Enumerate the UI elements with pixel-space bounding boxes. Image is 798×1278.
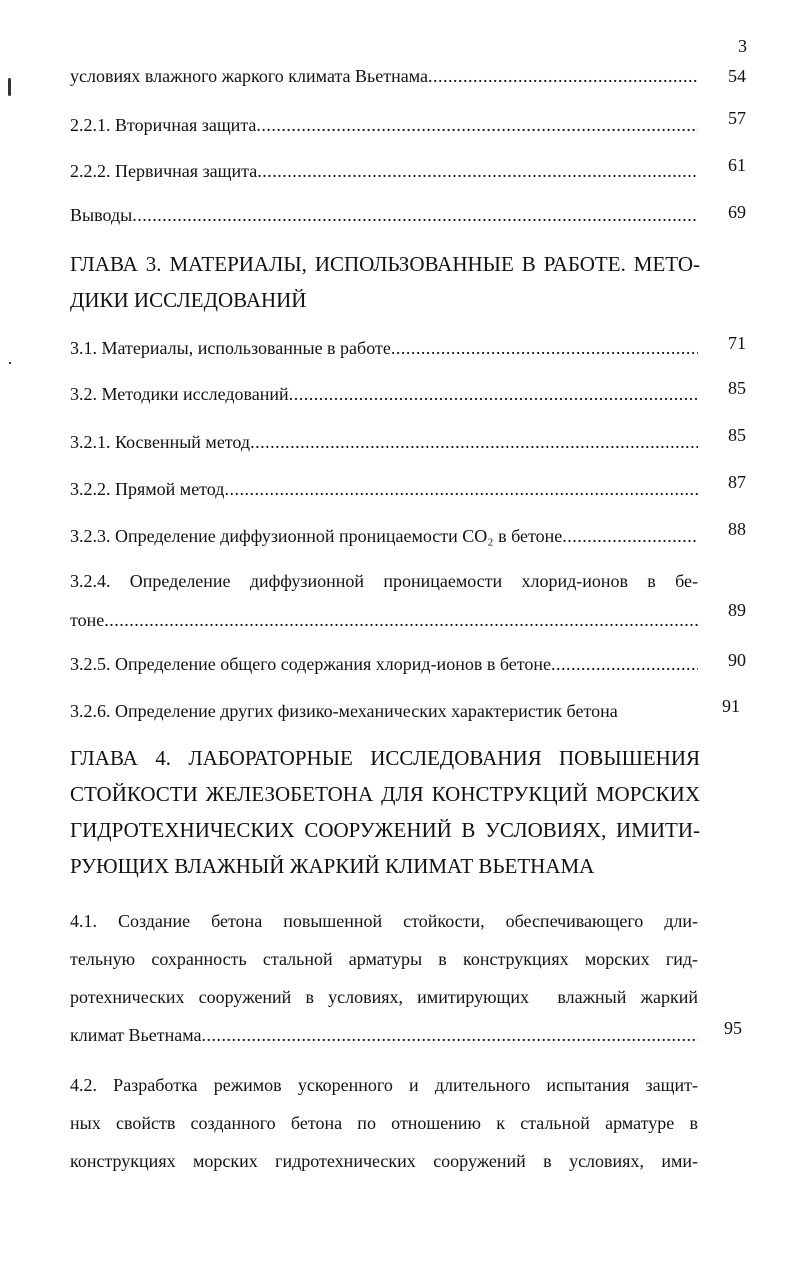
chapter-heading-line: ГИДРОТЕХНИЧЕСКИХ СООРУЖЕНИЙ В УСЛОВИЯХ, ИМИТИ- — [70, 818, 700, 842]
toc-entry[interactable]: 3.2.2. Прямой метод ..... — [70, 479, 698, 500]
leader-dots — [428, 66, 698, 87]
leader-dots — [289, 384, 698, 405]
toc-entry[interactable]: 3.2.5. Определение общего содержания хлорид-ионов в бетоне ..... — [70, 654, 698, 675]
toc-page-number: 89 — [728, 600, 746, 620]
toc-page-number: 87 — [728, 472, 746, 492]
chapter-heading-line: РУЮЩИХ ВЛАЖНЫЙ ЖАРКИЙ КЛИМАТ ВЬЕТНАМА — [70, 854, 595, 878]
toc-page-number: 69 — [728, 202, 746, 222]
toc-page-number: 57 — [728, 108, 746, 128]
toc-entry[interactable]: Выводы ..... — [70, 205, 698, 226]
toc-page-number: 61 — [728, 155, 746, 175]
toc-entry-4-2[interactable] — [70, 1066, 698, 1180]
scan-mark — [8, 78, 11, 96]
chapter-heading-line: ГЛАВА 4. ЛАБОРАТОРНЫЕ ИССЛЕДОВАНИЯ ПОВЫШЕНИЯ — [70, 746, 700, 770]
toc-entry-line: ротехнических сооружений в условиях, имитирующих влажный жаркий — [70, 987, 698, 1007]
toc-page-number: 71 — [728, 333, 746, 353]
toc-entry-line: 4.2. Разработка режимов ускоренного и длительного испытания защит- — [70, 1075, 698, 1095]
toc-entry-line: ных свойств созданного бетона по отношению к стальной арматуре в — [70, 1113, 698, 1133]
toc-entry[interactable]: 3.1. Материалы, использованные в работе ..... — [70, 338, 698, 359]
toc-entry[interactable]: 3.2.1. Косвенный метод ..... — [70, 432, 698, 453]
toc-entry[interactable]: 2.2.1. Вторичная защита ..... — [70, 115, 698, 136]
leader-dots — [257, 161, 698, 182]
toc-entry-4-1[interactable] — [70, 902, 698, 1054]
toc-entry[interactable]: 3.2. Методики исследований ..... — [70, 384, 698, 405]
leader-dots — [201, 1016, 698, 1054]
leader-dots — [132, 205, 698, 226]
toc-entry-line: тельную сохранность стальной арматуры в конструкциях морских гид- — [70, 949, 698, 969]
leader-dots — [562, 526, 698, 547]
leader-dots — [256, 115, 698, 136]
chapter-3-heading[interactable] — [70, 246, 700, 318]
leader-dots — [224, 479, 698, 500]
toc-page-number: 95 — [724, 1018, 742, 1038]
chapter-heading-line: СТОЙКОСТИ ЖЕЛЕЗОБЕТОНА ДЛЯ КОНСТРУКЦИЙ МОРСКИХ — [70, 782, 700, 806]
toc-entry[interactable]: тоне ..... — [70, 610, 698, 631]
toc-entry-last-line: климат Вьетнама ..... — [70, 1016, 698, 1054]
leader-dots — [250, 432, 698, 453]
toc-entry[interactable]: 3.2.3. Определение диффузионной проницаемости CO₂ в бетоне ..... — [70, 526, 698, 547]
toc-entry-line: 4.1. Создание бетона повышенной стойкости, обеспечивающего дли- — [70, 911, 698, 931]
chapter-heading-line: ГЛАВА 3. МАТЕРИАЛЫ, ИСПОЛЬЗОВАННЫЕ В РАБОТЕ. МЕТО- — [70, 252, 700, 276]
toc-entry-line: конструкциях морских гидротехнических сооружений в условиях, ими- — [70, 1151, 698, 1171]
page-number: 3 — [738, 36, 747, 56]
toc-page-number: 88 — [728, 519, 746, 539]
toc-page-number: 85 — [728, 378, 746, 398]
toc-page-number: 91 — [722, 696, 740, 716]
toc-page-number: 54 — [728, 66, 746, 86]
chapter-heading-line: ДИКИ ИССЛЕДОВАНИЙ — [70, 288, 307, 312]
scan-dot — [9, 362, 11, 364]
toc-entry-line[interactable]: 3.2.4. Определение диффузионной проницаемости хлорид-ионов в бе- — [70, 571, 698, 591]
toc-page-number: 90 — [728, 650, 746, 670]
toc-page-number: 85 — [728, 425, 746, 445]
leader-dots — [551, 654, 698, 675]
toc-entry[interactable]: 2.2.2. Первичная защита ..... — [70, 161, 698, 182]
leader-dots — [104, 610, 698, 631]
leader-dots — [391, 338, 698, 359]
toc-entry[interactable]: 3.2.6. Определение других физико-механических характеристик бетона — [70, 701, 618, 721]
chapter-4-heading[interactable] — [70, 740, 700, 884]
toc-entry[interactable]: условиях влажного жаркого климата Вьетнама ..... — [70, 66, 698, 87]
